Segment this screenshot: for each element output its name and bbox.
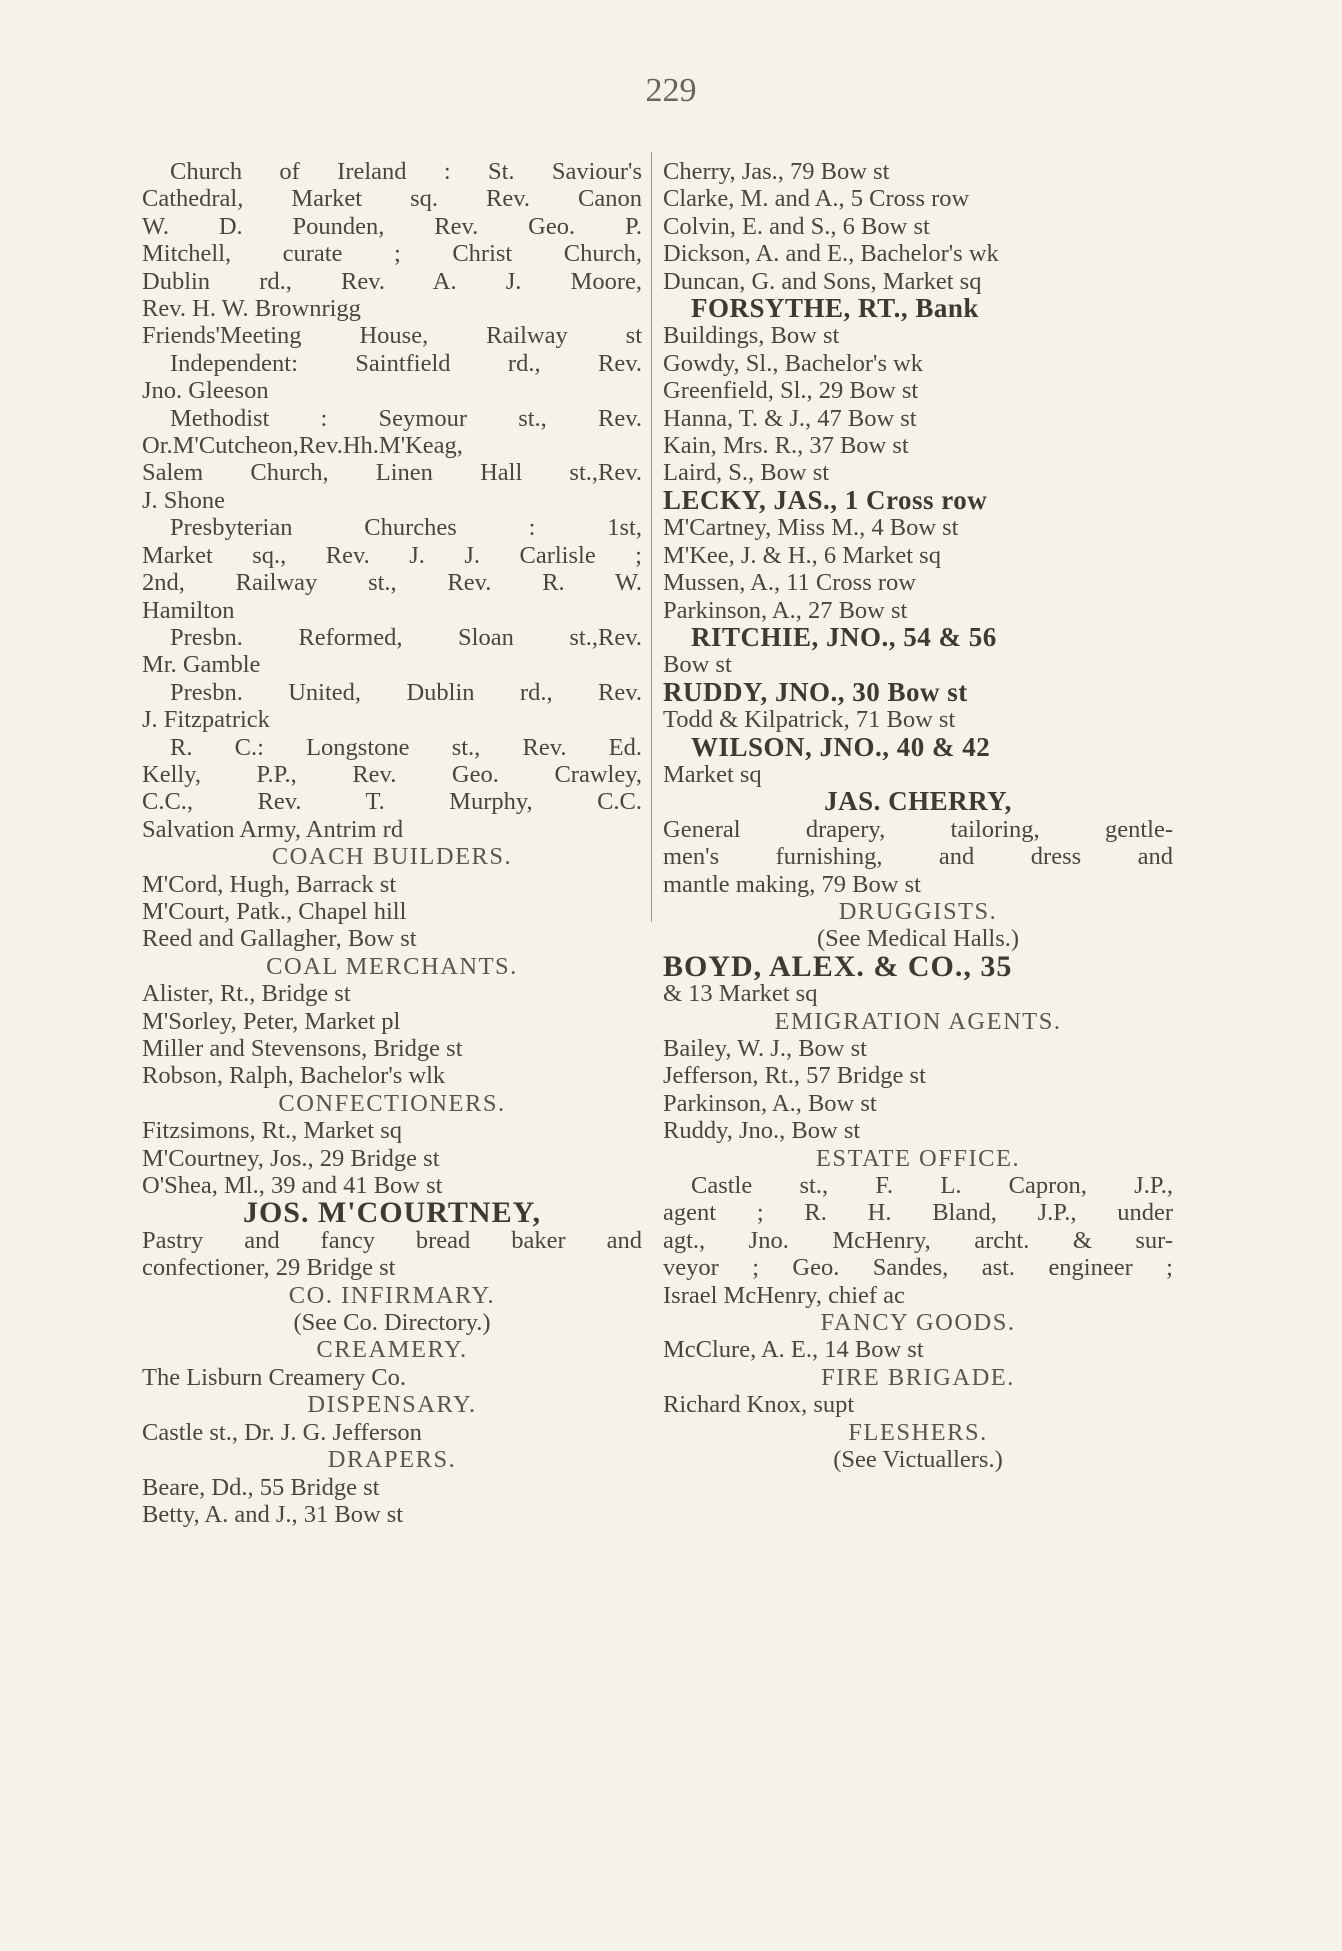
directory-line: Israel McHenry, chief ac bbox=[663, 1281, 905, 1309]
directory-line: M'Courtney, Jos., 29 Bridge st bbox=[142, 1144, 440, 1172]
directory-line: RUDDY, JNO., 30 Bow st bbox=[663, 678, 968, 707]
directory-line: Bow st bbox=[663, 651, 732, 679]
directory-line: Castle st., Dr. J. G. Jefferson bbox=[142, 1418, 422, 1446]
section-heading: DRUGGISTS. bbox=[838, 897, 998, 925]
directory-line: Greenfield, Sl., 29 Bow st bbox=[663, 377, 919, 405]
directory-line: men's furnishing, and dress and bbox=[663, 843, 1173, 871]
left-column bbox=[142, 158, 642, 1528]
directory-line: Beare, Dd., 55 Bridge st bbox=[142, 1473, 380, 1501]
directory-line: Cherry, Jas., 79 Bow st bbox=[663, 158, 890, 185]
page-number: 229 bbox=[645, 72, 697, 109]
directory-line: General drapery, tailoring, gentle- bbox=[663, 815, 1173, 843]
directory-line: agt., Jno. McHenry, archt. & sur- bbox=[663, 1226, 1173, 1254]
directory-line: (See Medical Halls.) bbox=[816, 925, 1020, 953]
directory-line: Salem Church, Linen Hall st.,Rev. bbox=[142, 459, 642, 487]
directory-line: McClure, A. E., 14 Bow st bbox=[663, 1336, 924, 1364]
directory-line: Presbn. Reformed, Sloan st.,Rev. bbox=[170, 623, 642, 651]
directory-line: agent ; R. H. Bland, J.P., under bbox=[663, 1199, 1173, 1227]
directory-line: Methodist : Seymour st., Rev. bbox=[170, 404, 642, 432]
directory-line: Gowdy, Sl., Bachelor's wk bbox=[663, 349, 924, 377]
directory-line: M'Sorley, Peter, Market pl bbox=[142, 1007, 401, 1035]
directory-line: Market sq., Rev. J. J. Carlisle ; bbox=[142, 541, 642, 569]
directory-line: veyor ; Geo. Sandes, ast. engineer ; bbox=[663, 1254, 1173, 1282]
directory-line: Kelly, P.P., Rev. Geo. Crawley, bbox=[142, 760, 642, 788]
directory-line: Richard Knox, supt bbox=[663, 1391, 855, 1419]
directory-line: 2nd, Railway st., Rev. R. W. bbox=[142, 569, 642, 597]
directory-line: Miller and Stevensons, Bridge st bbox=[142, 1035, 463, 1062]
directory-line: Friends'Meeting House, Railway st bbox=[142, 322, 642, 350]
directory-line: Presbn. United, Dublin rd., Rev. bbox=[170, 678, 642, 706]
directory-line: Church of Ireland : St. Saviour's bbox=[170, 158, 642, 185]
directory-line: (See Victuallers.) bbox=[833, 1446, 1003, 1474]
directory-line: Independent: Saintfield rd., Rev. bbox=[170, 349, 642, 377]
directory-line: Market sq bbox=[663, 760, 762, 788]
directory-line: M'Kee, J. & H., 6 Market sq bbox=[663, 541, 941, 569]
section-heading: ESTATE OFFICE. bbox=[815, 1144, 1021, 1172]
section-heading: COAL MERCHANTS. bbox=[266, 952, 518, 980]
directory-line: confectioner, 29 Bridge st bbox=[142, 1254, 396, 1282]
directory-line: M'Cord, Hugh, Barrack st bbox=[142, 870, 397, 898]
directory-line: Parkinson, A., Bow st bbox=[663, 1089, 877, 1117]
directory-line: R. C.: Longstone st., Rev. Ed. bbox=[170, 733, 642, 761]
column-divider bbox=[651, 152, 652, 922]
directory-line: Clarke, M. and A., 5 Cross row bbox=[663, 185, 970, 213]
directory-line: Jefferson, Rt., 57 Bridge st bbox=[663, 1062, 926, 1090]
directory-line: Pastry and fancy bread baker and bbox=[142, 1226, 642, 1254]
directory-line: LECKY, JAS., 1 Cross row bbox=[663, 486, 988, 515]
section-heading: EMIGRATION AGENTS. bbox=[774, 1007, 1062, 1035]
directory-line: Castle st., F. L. Capron, J.P., bbox=[691, 1172, 1173, 1200]
directory-line: J. Fitzpatrick bbox=[142, 706, 270, 734]
section-heading: FANCY GOODS. bbox=[820, 1309, 1016, 1337]
directory-line: Alister, Rt., Bridge st bbox=[142, 980, 351, 1008]
directory-line: WILSON, JNO., 40 & 42 bbox=[691, 733, 991, 761]
directory-line: BOYD, ALEX. & CO., 35 bbox=[663, 952, 1013, 981]
directory-line: Dickson, A. and E., Bachelor's wk bbox=[663, 240, 999, 268]
directory-line: Kain, Mrs. R., 37 Bow st bbox=[663, 432, 909, 460]
directory-line: JOS. M'COURTNEY, bbox=[242, 1199, 542, 1227]
directory-line: Dublin rd., Rev. A. J. Moore, bbox=[142, 267, 642, 295]
directory-line: M'Cartney, Miss M., 4 Bow st bbox=[663, 514, 959, 542]
directory-line: Mitchell, curate ; Christ Church, bbox=[142, 240, 642, 268]
directory-line: JAS. CHERRY, bbox=[824, 788, 1012, 816]
directory-line: W. D. Pounden, Rev. Geo. P. bbox=[142, 212, 642, 240]
directory-line: Laird, S., Bow st bbox=[663, 459, 830, 487]
directory-line: M'Court, Patk., Chapel hill bbox=[142, 897, 407, 925]
right-column bbox=[663, 158, 1173, 1474]
section-heading: FLESHERS. bbox=[848, 1418, 988, 1446]
directory-line: RITCHIE, JNO., 54 & 56 bbox=[691, 623, 997, 652]
section-heading: DRAPERS. bbox=[327, 1446, 457, 1474]
section-heading: CREAMERY. bbox=[316, 1336, 468, 1364]
directory-line: mantle making, 79 Bow st bbox=[663, 870, 921, 898]
directory-line: FORSYTHE, RT., Bank bbox=[691, 295, 979, 323]
directory-line: Colvin, E. and S., 6 Bow st bbox=[663, 212, 930, 240]
directory-line: Duncan, G. and Sons, Market sq bbox=[663, 267, 982, 295]
directory-line: Or.M'Cutcheon,Rev.Hh.M'Keag, bbox=[142, 432, 463, 460]
directory-line: Hamilton bbox=[142, 596, 235, 624]
directory-line: Robson, Ralph, Bachelor's wlk bbox=[142, 1062, 446, 1090]
section-heading: FIRE BRIGADE. bbox=[821, 1363, 1015, 1391]
directory-line: Buildings, Bow st bbox=[663, 322, 840, 350]
directory-line: C.C., Rev. T. Murphy, C.C. bbox=[142, 788, 642, 816]
section-heading: DISPENSARY. bbox=[307, 1391, 477, 1419]
section-heading: CONFECTIONERS. bbox=[278, 1089, 506, 1117]
directory-line: Ruddy, Jno., Bow st bbox=[663, 1117, 861, 1145]
directory-line: Salvation Army, Antrim rd bbox=[142, 815, 404, 843]
section-heading: CO. INFIRMARY. bbox=[288, 1281, 496, 1309]
directory-line: (See Co. Directory.) bbox=[293, 1309, 491, 1337]
directory-line: Rev. H. W. Brownrigg bbox=[142, 295, 361, 323]
directory-line: The Lisburn Creamery Co. bbox=[142, 1363, 406, 1391]
directory-line: Hanna, T. & J., 47 Bow st bbox=[663, 404, 917, 432]
directory-line: Todd & Kilpatrick, 71 Bow st bbox=[663, 706, 956, 734]
directory-line: & 13 Market sq bbox=[663, 980, 818, 1008]
directory-line: Presbyterian Churches : 1st, bbox=[170, 514, 642, 542]
directory-line: Betty, A. and J., 31 Bow st bbox=[142, 1500, 404, 1528]
directory-line: J. Shone bbox=[142, 486, 226, 514]
section-heading: COACH BUILDERS. bbox=[271, 843, 513, 871]
directory-line: O'Shea, Ml., 39 and 41 Bow st bbox=[142, 1172, 443, 1200]
directory-line: Jno. Gleeson bbox=[142, 377, 269, 405]
directory-line: Bailey, W. J., Bow st bbox=[663, 1035, 867, 1062]
directory-line: Mr. Gamble bbox=[142, 651, 261, 679]
directory-line: Parkinson, A., 27 Bow st bbox=[663, 596, 908, 624]
directory-line: Mussen, A., 11 Cross row bbox=[663, 569, 916, 597]
directory-line: Fitzsimons, Rt., Market sq bbox=[142, 1117, 402, 1145]
directory-line: Reed and Gallagher, Bow st bbox=[142, 925, 417, 953]
directory-line: Cathedral, Market sq. Rev. Canon bbox=[142, 185, 642, 213]
